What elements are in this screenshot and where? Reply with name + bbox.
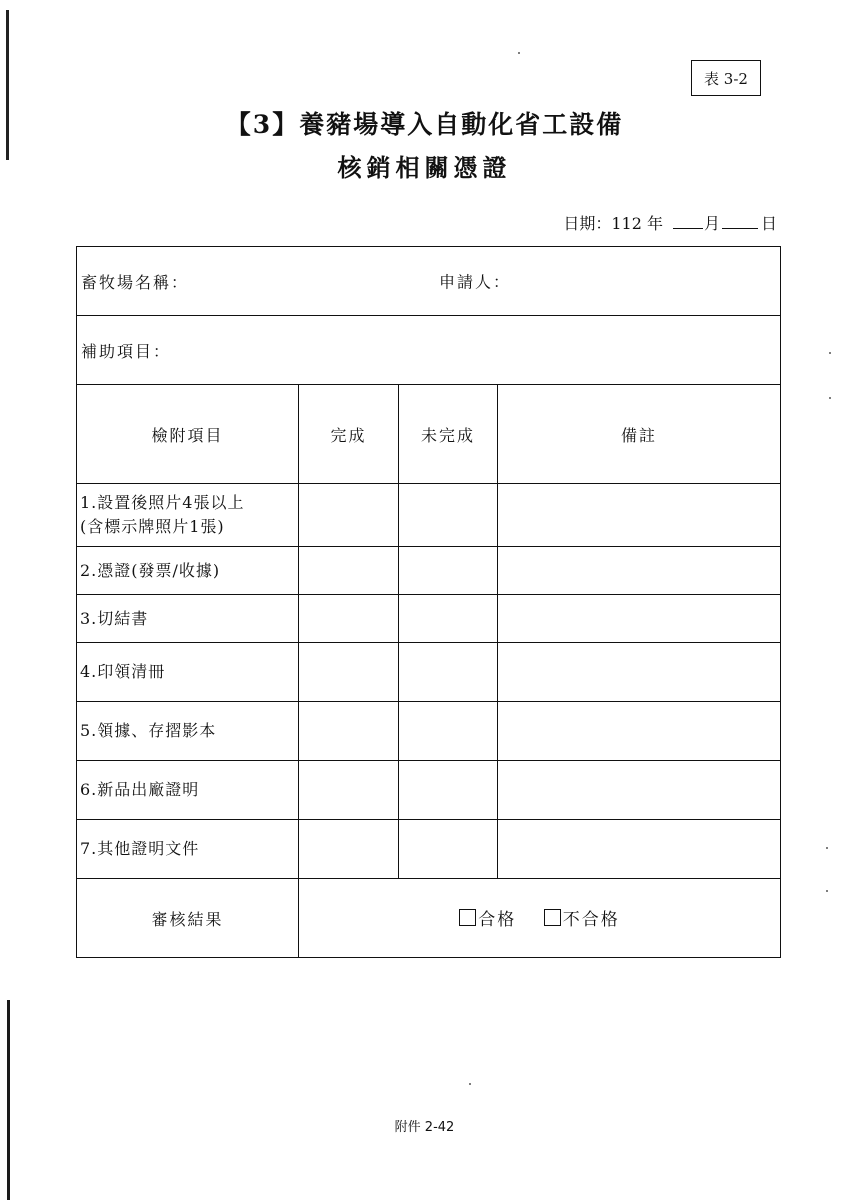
item-name: [77, 484, 299, 547]
scan-speck: [829, 352, 831, 354]
incomplete-cell[interactable]: [399, 595, 498, 643]
remarks-cell[interactable]: [498, 761, 781, 820]
date-month-label: 月: [703, 214, 720, 233]
complete-cell[interactable]: [299, 595, 399, 643]
complete-cell[interactable]: [299, 761, 399, 820]
page-title: 【3】養豬場導入自動化省工設備: [225, 110, 624, 139]
header-complete: 完成: [299, 385, 399, 484]
date-year-label: 日期：112 年: [563, 214, 663, 233]
table-row: [77, 484, 781, 547]
month-blank[interactable]: [673, 214, 703, 229]
incomplete-cell[interactable]: [399, 702, 498, 761]
table-row: [77, 702, 781, 761]
pass-checkbox[interactable]: [459, 909, 476, 926]
item-name: 6.新品出廠證明: [77, 761, 299, 820]
item-name-line: (含標示牌照片1張): [80, 517, 225, 536]
incomplete-cell[interactable]: [399, 547, 498, 595]
item-name: 2.憑證(發票/收據): [77, 547, 299, 595]
remarks-cell[interactable]: [498, 547, 781, 595]
complete-cell[interactable]: [299, 702, 399, 761]
complete-cell[interactable]: [299, 643, 399, 702]
subsidy-item-field[interactable]: [77, 316, 781, 385]
farm-info-row: [77, 247, 781, 316]
table-row: [77, 820, 781, 879]
form-tag: 表 3-2: [691, 60, 761, 96]
item-name: 7.其他證明文件: [77, 820, 299, 879]
scan-speck: [518, 52, 520, 54]
pass-label: 合格: [478, 910, 517, 930]
fail-label: 不合格: [562, 910, 620, 930]
farm-name-label: 畜牧場名稱：: [81, 272, 190, 292]
remarks-cell[interactable]: [498, 595, 781, 643]
table-header-row: [77, 385, 781, 484]
header-remarks: 備註: [498, 385, 781, 484]
day-blank[interactable]: [722, 214, 758, 229]
date-day-label: 日: [760, 214, 777, 233]
complete-cell[interactable]: [299, 820, 399, 879]
subsidy-item-row: [77, 316, 781, 385]
remarks-cell[interactable]: [498, 820, 781, 879]
incomplete-cell[interactable]: [399, 820, 498, 879]
item-name: 3.切結書: [77, 595, 299, 643]
remarks-cell[interactable]: [498, 484, 781, 547]
incomplete-cell[interactable]: [399, 761, 498, 820]
date-line: [563, 211, 777, 234]
scan-edge-mark: [7, 1000, 10, 1200]
pass-option[interactable]: [459, 905, 516, 930]
remarks-cell[interactable]: [498, 643, 781, 702]
complete-cell[interactable]: [299, 484, 399, 547]
scan-speck: [826, 890, 828, 892]
page-number: 附件 2-42: [394, 1120, 455, 1135]
item-name-line: 1.設置後照片4張以上: [80, 493, 245, 512]
table-row: [77, 547, 781, 595]
review-result-label: 審核結果: [77, 879, 299, 958]
scan-speck: [469, 1083, 471, 1085]
item-name: 5.領據、存摺影本: [77, 702, 299, 761]
review-result-row: [77, 879, 781, 958]
applicant-label: 申請人：: [439, 272, 512, 292]
incomplete-cell[interactable]: [399, 484, 498, 547]
table-row: [77, 595, 781, 643]
incomplete-cell[interactable]: [399, 643, 498, 702]
table-row: [77, 761, 781, 820]
remarks-cell[interactable]: [498, 702, 781, 761]
item-name: 4.印領清冊: [77, 643, 299, 702]
farm-name-field[interactable]: [77, 247, 781, 316]
header-items: 檢附項目: [77, 385, 299, 484]
table-row: [77, 643, 781, 702]
complete-cell[interactable]: [299, 547, 399, 595]
fail-option[interactable]: [544, 905, 620, 930]
header-incomplete: 未完成: [399, 385, 498, 484]
review-result-options: [299, 879, 781, 958]
scan-speck: [829, 397, 831, 399]
verification-table: [76, 246, 781, 958]
fail-checkbox[interactable]: [544, 909, 561, 926]
subsidy-item-label: 補助項目：: [81, 341, 172, 361]
page-subtitle: 核銷相關憑證: [337, 153, 512, 182]
scan-speck: [826, 847, 828, 849]
